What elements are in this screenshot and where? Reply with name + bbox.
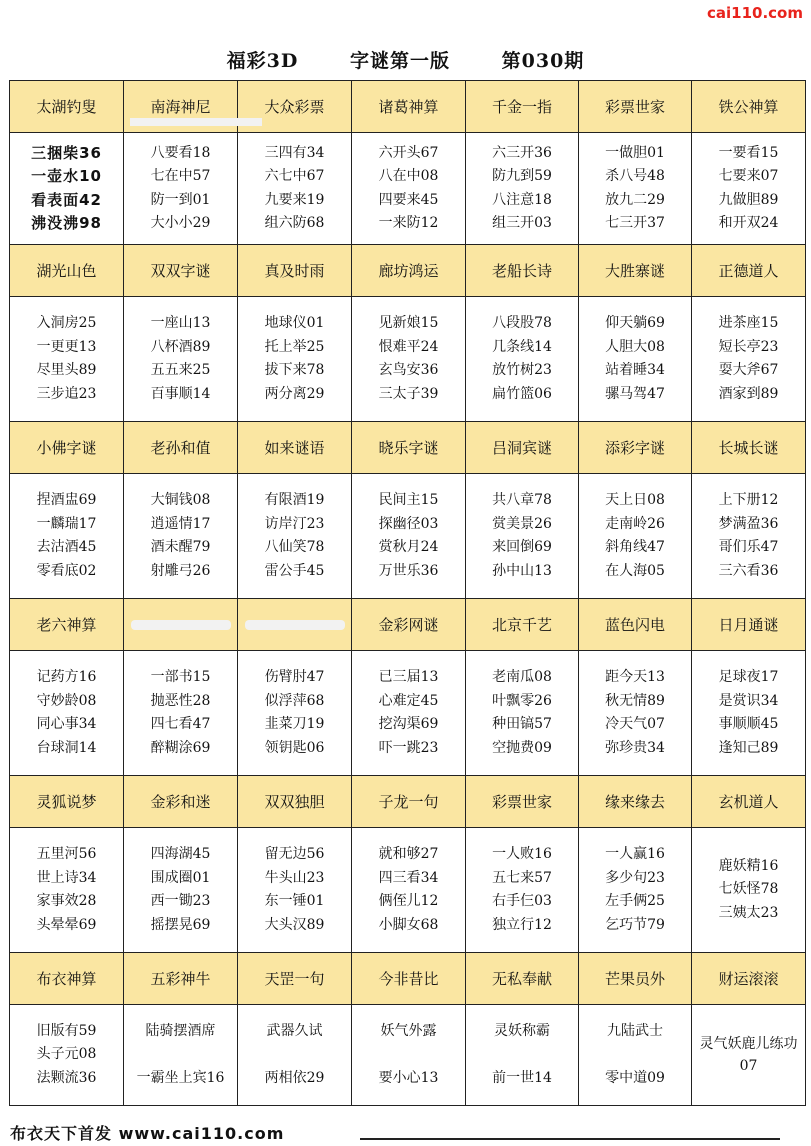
riddle-cell <box>692 828 806 953</box>
riddle-entry: 多少句23 <box>605 869 665 886</box>
riddle-entry: 和开双24 <box>718 215 779 231</box>
expert-name-cell: 子龙一句 <box>352 776 466 828</box>
riddle-cell <box>692 651 806 776</box>
riddle-cell <box>579 1005 692 1106</box>
riddle-entry: 一人败16 <box>492 846 552 862</box>
riddle-cell <box>692 297 806 422</box>
riddle-entry: 武器久试 <box>266 1022 323 1039</box>
expert-name-cell: 双双独胆 <box>238 776 352 828</box>
riddle-entry: 似浮萍68 <box>264 692 325 709</box>
expert-name-cell: 添彩字谜 <box>579 422 692 474</box>
riddle-entry: 防九到59 <box>492 168 552 184</box>
riddle-entry: 去沽酒45 <box>36 539 97 555</box>
expert-name-cell: 老孙和值 <box>124 422 238 474</box>
riddle-entry: 冷天气07 <box>605 716 665 732</box>
riddle-entry: 来回倒69 <box>492 539 552 555</box>
riddle-entry: 七三开37 <box>605 215 665 231</box>
riddle-entry: 种田镐57 <box>492 716 552 732</box>
riddle-entry: 乞巧节79 <box>605 916 665 933</box>
riddle-entry: 已三届13 <box>378 669 439 685</box>
spacer-line <box>466 1043 578 1067</box>
riddle-entry: 要小心13 <box>378 1069 439 1086</box>
riddle-entry: 一来防12 <box>378 215 439 231</box>
riddle-entry: 小脚女68 <box>378 916 439 933</box>
riddle-cell <box>10 133 124 245</box>
riddle-entry: 头晕晕69 <box>36 916 97 933</box>
riddle-row <box>10 297 806 422</box>
expert-name-cell: 五彩神牛 <box>124 953 238 1005</box>
riddle-entry: 赏秋月24 <box>378 539 439 555</box>
riddle-cell <box>579 828 692 953</box>
riddle-entry: 挖沟渠69 <box>378 716 439 732</box>
riddle-entry: 两分离29 <box>264 385 325 402</box>
riddle-entry: 逢知己89 <box>718 739 779 756</box>
riddle-entry: 孙中山13 <box>492 562 552 579</box>
riddle-entry: 一麟瑞17 <box>36 515 97 532</box>
riddle-entry: 零中道09 <box>605 1069 665 1086</box>
riddle-entry: 八段股78 <box>492 315 552 331</box>
title-lottery: 福彩3D <box>226 50 299 72</box>
riddle-entry: 一壶水10 <box>31 167 102 185</box>
riddle-entry: 左手俩25 <box>605 893 665 909</box>
riddle-entry: 家事效28 <box>36 893 97 909</box>
riddle-entry: 摇摆晃69 <box>150 916 211 933</box>
expert-name-cell: 日月通谜 <box>692 599 806 651</box>
riddle-entry: 尽里头89 <box>36 362 97 378</box>
riddle-cell <box>124 297 238 422</box>
riddle-cell <box>692 1005 806 1106</box>
riddle-entry: 几条线14 <box>492 338 552 355</box>
header-row <box>10 953 806 1005</box>
expert-name-cell <box>238 599 352 651</box>
riddle-entry: 逍遥情17 <box>150 515 211 532</box>
riddle-entry: 沸没沸98 <box>31 214 102 232</box>
riddle-entry: 酒未醒79 <box>150 539 211 555</box>
footer-divider <box>360 1138 780 1140</box>
riddle-cell <box>579 474 692 599</box>
riddle-entry: 八仙笑78 <box>264 539 325 555</box>
footer-credit: 布衣天下首发 www.cai110.com <box>10 1124 285 1143</box>
riddle-entry: 心难定45 <box>378 692 439 709</box>
riddle-entry: 足球夜17 <box>718 669 779 685</box>
expert-name-cell: 老船长诗 <box>466 245 579 297</box>
expert-name-cell: 大众彩票 <box>238 81 352 133</box>
riddle-entry: 进茶座15 <box>718 315 779 331</box>
header-row <box>10 422 806 474</box>
riddle-entry: 九做胆89 <box>718 191 779 208</box>
riddle-entry: 八杯酒89 <box>150 338 211 355</box>
riddle-entry: 法颗流36 <box>36 1069 97 1086</box>
riddle-cell <box>352 1005 466 1106</box>
riddle-cell <box>124 133 238 245</box>
expert-name-cell: 财运滚滚 <box>692 953 806 1005</box>
riddle-entry: 六开头67 <box>378 144 439 161</box>
riddle-entry: 五七来57 <box>492 869 552 886</box>
riddle-entry: 鹿妖精16 <box>718 857 779 874</box>
page-title <box>0 46 811 74</box>
riddle-entry: 六三开36 <box>492 144 552 161</box>
riddle-entry: 守妙龄08 <box>36 692 97 709</box>
riddle-entry: 空抛费09 <box>492 739 552 756</box>
riddle-entry: 妖气外露 <box>380 1022 437 1039</box>
riddle-cell <box>238 297 352 422</box>
riddle-entry: 组三开03 <box>492 215 552 231</box>
riddle-entry: 杀八号48 <box>605 168 665 184</box>
riddle-entry: 抛恶性28 <box>150 692 211 709</box>
riddle-entry: 四七看47 <box>150 716 211 732</box>
title-edition: 字谜第一版 <box>350 50 451 72</box>
riddle-entry: 天上日08 <box>605 492 665 508</box>
riddle-entry: 台球洞14 <box>36 739 97 756</box>
expert-name-cell: 吕洞宾谜 <box>466 422 579 474</box>
riddle-entry: 走南岭26 <box>605 515 665 532</box>
riddle-entry: 醉糊涂69 <box>150 739 211 756</box>
expert-name-cell: 天罡一句 <box>238 953 352 1005</box>
riddle-entry: 灵妖称霸 <box>494 1022 550 1039</box>
expert-name-cell: 彩票世家 <box>466 776 579 828</box>
riddle-entry: 梦满盈36 <box>718 515 779 532</box>
riddle-entry: 八注意18 <box>492 191 552 208</box>
blurred-name <box>245 620 345 630</box>
expert-name-cell: 玄机道人 <box>692 776 806 828</box>
riddle-cell <box>238 828 352 953</box>
riddle-entry: 恨难平24 <box>378 338 439 355</box>
riddle-entry: 吓一跳23 <box>378 739 439 756</box>
expert-name-cell: 北京千艺 <box>466 599 579 651</box>
riddle-table <box>9 80 806 1106</box>
expert-name-cell: 南海神尼 <box>124 81 238 133</box>
expert-name-cell: 廊坊鸿运 <box>352 245 466 297</box>
riddle-entry: 见新娘15 <box>378 315 439 331</box>
riddle-entry: 仰天躺69 <box>605 315 665 331</box>
riddle-entry: 七在中57 <box>150 168 211 184</box>
riddle-cell <box>238 133 352 245</box>
riddle-entry: 大铜钱08 <box>150 492 211 508</box>
riddle-entry: 右手仨03 <box>492 893 552 909</box>
riddle-cell <box>352 651 466 776</box>
riddle-entry: 有限酒19 <box>264 492 325 508</box>
riddle-entry: 两相依29 <box>264 1069 325 1086</box>
riddle-entry: 东一锤01 <box>264 893 325 909</box>
riddle-entry: 一霸坐上宾16 <box>136 1069 225 1086</box>
riddle-cell <box>238 1005 352 1106</box>
riddle-entry: 三太子39 <box>378 385 439 402</box>
riddle-entry: 五五来25 <box>150 362 211 378</box>
expert-name-cell: 灵狐说梦 <box>10 776 124 828</box>
riddle-entry: 短长亭23 <box>718 338 779 355</box>
riddle-cell <box>466 133 579 245</box>
riddle-cell <box>466 651 579 776</box>
riddle-entry: 韭菜刀19 <box>264 716 325 732</box>
riddle-cell <box>466 1005 579 1106</box>
spacer-line <box>352 1043 465 1067</box>
riddle-entry: 站着睡34 <box>605 362 665 378</box>
riddle-entry: 三步追23 <box>36 385 97 402</box>
riddle-entry: 民间主15 <box>378 492 439 508</box>
riddle-entry: 老南瓜08 <box>492 669 552 685</box>
expert-name-cell: 彩票世家 <box>579 81 692 133</box>
riddle-cell <box>10 297 124 422</box>
expert-name-cell: 蓝色闪电 <box>579 599 692 651</box>
riddle-entry: 零看底02 <box>36 562 97 579</box>
expert-name-cell: 长城长谜 <box>692 422 806 474</box>
riddle-entry: 一更更13 <box>36 338 97 355</box>
riddle-entry: 射雕弓26 <box>150 562 211 579</box>
expert-name-cell: 小佛字谜 <box>10 422 124 474</box>
expert-name-cell: 太湖钓叟 <box>10 81 124 133</box>
riddle-cell <box>10 651 124 776</box>
riddle-row <box>10 1005 806 1106</box>
riddle-entry: 七妖怪78 <box>718 881 779 898</box>
riddle-entry: 事顺顺45 <box>718 716 779 732</box>
riddle-entry: 斜角线47 <box>605 539 665 555</box>
riddle-cell <box>466 828 579 953</box>
header-row <box>10 599 806 651</box>
riddle-cell <box>579 297 692 422</box>
riddle-entry: 三姨太23 <box>718 904 779 921</box>
riddle-entry: 万世乐36 <box>378 562 439 579</box>
riddle-cell <box>466 474 579 599</box>
expert-name-cell: 铁公神算 <box>692 81 806 133</box>
riddle-entry: 一要看15 <box>718 144 779 161</box>
riddle-entry: 地球仪01 <box>264 315 325 331</box>
riddle-cell <box>352 133 466 245</box>
riddle-cell <box>352 297 466 422</box>
riddle-entry: 距今天13 <box>605 669 665 685</box>
header-row <box>10 245 806 297</box>
riddle-cell <box>692 474 806 599</box>
riddle-entry: 叶飘零26 <box>492 692 552 709</box>
riddle-entry: 灵气妖鹿儿练功07 <box>699 1036 798 1074</box>
riddle-row <box>10 133 806 245</box>
riddle-entry: 托上举25 <box>264 338 325 355</box>
expert-name-cell: 湖光山色 <box>10 245 124 297</box>
riddle-entry: 留无边56 <box>264 846 325 862</box>
riddle-entry: 旧版有59 <box>36 1022 97 1039</box>
riddle-entry: 放竹树23 <box>492 362 552 378</box>
riddle-cell <box>124 651 238 776</box>
riddle-entry: 防一到01 <box>150 191 211 208</box>
riddle-entry: 牛头山23 <box>264 869 325 886</box>
riddle-entry: 放九二29 <box>605 191 665 208</box>
riddle-entry: 围成圈01 <box>150 869 211 886</box>
riddle-entry: 独立行12 <box>492 916 552 933</box>
riddle-cell <box>10 1005 124 1106</box>
riddle-entry: 看表面42 <box>31 190 102 209</box>
expert-name-cell: 正德道人 <box>692 245 806 297</box>
riddle-entry: 弥珍贵34 <box>605 739 665 756</box>
riddle-entry: 酒家到89 <box>718 385 779 402</box>
riddle-entry: 上下册12 <box>718 492 779 508</box>
riddle-entry: 人胆大08 <box>605 338 665 355</box>
expert-name-cell: 大胜寨谜 <box>579 245 692 297</box>
expert-name-cell: 金彩和迷 <box>124 776 238 828</box>
riddle-cell <box>579 133 692 245</box>
riddle-entry: 大头汉89 <box>264 916 325 933</box>
expert-name-cell <box>124 599 238 651</box>
riddle-entry: 耍大斧67 <box>718 362 779 378</box>
riddle-entry: 玄鸟安36 <box>378 362 439 378</box>
riddle-cell <box>10 828 124 953</box>
riddle-cell <box>124 828 238 953</box>
riddle-entry: 八在中08 <box>378 168 439 184</box>
riddle-entry: 骡马驾47 <box>605 385 665 402</box>
riddle-cell <box>10 474 124 599</box>
riddle-entry: 陆骑摆酒席 <box>145 1022 216 1039</box>
riddle-entry: 头子元08 <box>36 1046 97 1063</box>
riddle-entry: 扁竹篮06 <box>492 385 552 402</box>
expert-name-cell: 如来谜语 <box>238 422 352 474</box>
riddle-entry: 世上诗34 <box>36 869 97 886</box>
spacer-line <box>579 1043 691 1067</box>
riddle-entry: 八要看18 <box>150 144 211 161</box>
riddle-entry: 俩侄儿12 <box>378 893 439 909</box>
riddle-entry: 一部书15 <box>150 669 211 685</box>
riddle-row <box>10 474 806 599</box>
expert-name-cell: 今非昔比 <box>352 953 466 1005</box>
riddle-entry: 七要来07 <box>718 168 779 184</box>
riddle-entry: 六七中67 <box>264 168 325 184</box>
riddle-entry: 入洞房25 <box>36 315 97 331</box>
riddle-cell <box>124 1005 238 1106</box>
riddle-entry: 是赏识34 <box>718 692 779 709</box>
riddle-entry: 九陆武士 <box>607 1022 663 1039</box>
expert-name-cell: 芒果员外 <box>579 953 692 1005</box>
riddle-entry: 三四有34 <box>264 144 325 161</box>
expert-name-cell: 布衣神算 <box>10 953 124 1005</box>
riddle-entry: 就和够27 <box>378 846 439 862</box>
riddle-cell <box>238 474 352 599</box>
riddle-entry: 雷公手45 <box>264 562 325 579</box>
riddle-entry: 西一锄23 <box>150 893 211 909</box>
riddle-entry: 三捆柴36 <box>31 143 102 162</box>
header-row <box>10 81 806 133</box>
riddle-entry: 在人海05 <box>605 562 665 579</box>
riddle-entry: 哥们乐47 <box>718 539 779 555</box>
riddle-entry: 五里河56 <box>36 846 97 862</box>
riddle-row <box>10 651 806 776</box>
riddle-entry: 伤臂肘47 <box>264 669 325 685</box>
spacer-line <box>124 1043 237 1067</box>
riddle-entry: 三六看36 <box>718 562 779 579</box>
expert-name-cell: 金彩网谜 <box>352 599 466 651</box>
riddle-entry: 九要来19 <box>264 191 325 208</box>
expert-name-cell: 无私奉献 <box>466 953 579 1005</box>
riddle-entry: 一做胆01 <box>605 144 665 161</box>
blurred-name <box>131 620 231 630</box>
riddle-cell <box>238 651 352 776</box>
riddle-entry: 四三看34 <box>378 869 439 886</box>
riddle-entry: 探幽径03 <box>378 515 439 532</box>
riddle-entry: 前一世14 <box>492 1069 552 1086</box>
riddle-entry: 共八章78 <box>492 492 552 508</box>
riddle-entry: 访岸汀23 <box>264 515 325 532</box>
riddle-entry: 领钥匙06 <box>264 739 325 756</box>
riddle-entry: 捏酒盅69 <box>36 492 97 508</box>
smudge-mark <box>130 118 262 126</box>
header-row <box>10 776 806 828</box>
riddle-cell <box>352 828 466 953</box>
riddle-entry: 同心事34 <box>36 716 97 732</box>
spacer-line <box>238 1043 351 1067</box>
expert-name-cell: 双双字谜 <box>124 245 238 297</box>
expert-name-cell: 老六神算 <box>10 599 124 651</box>
riddle-entry: 一座山13 <box>150 315 211 331</box>
site-watermark: cai110.com <box>707 4 803 22</box>
riddle-entry: 百事顺14 <box>150 385 211 402</box>
riddle-entry: 记药方16 <box>36 669 97 685</box>
riddle-entry: 一人赢16 <box>605 846 665 862</box>
riddle-entry: 拔下来78 <box>264 362 325 378</box>
riddle-row <box>10 828 806 953</box>
expert-name-cell: 诸葛神算 <box>352 81 466 133</box>
riddle-cell <box>579 651 692 776</box>
expert-name-cell: 千金一指 <box>466 81 579 133</box>
riddle-cell <box>466 297 579 422</box>
riddle-entry: 四要来45 <box>378 191 439 208</box>
expert-name-cell: 真及时雨 <box>238 245 352 297</box>
riddle-entry: 组六防68 <box>264 215 325 231</box>
riddle-cell <box>124 474 238 599</box>
riddle-entry: 秋无情89 <box>605 692 665 709</box>
riddle-entry: 大小小29 <box>150 215 211 231</box>
title-issue: 第030期 <box>501 50 585 72</box>
riddle-cell <box>352 474 466 599</box>
riddle-entry: 四海湖45 <box>150 846 211 862</box>
riddle-entry: 赏美景26 <box>492 515 552 532</box>
riddle-cell <box>692 133 806 245</box>
expert-name-cell: 晓乐字谜 <box>352 422 466 474</box>
expert-name-cell: 缘来缘去 <box>579 776 692 828</box>
